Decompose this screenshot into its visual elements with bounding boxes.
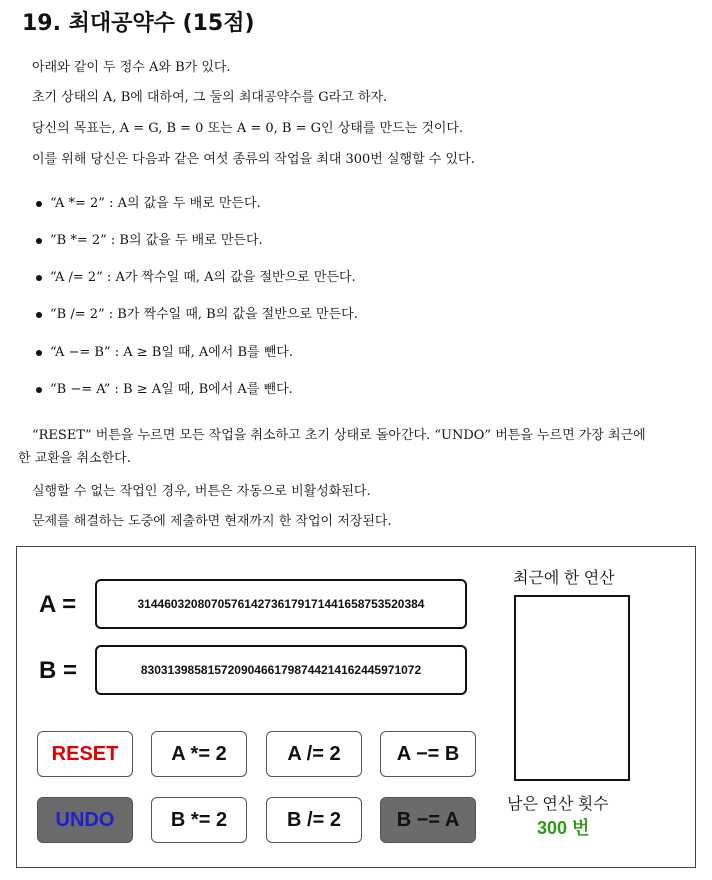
reset-button[interactable]: RESET [37, 731, 133, 777]
page-title: 19. 최대공약수 (15점) [22, 11, 255, 36]
a-subtract-button[interactable]: A −= B [380, 731, 476, 777]
a-label: A = [39, 591, 77, 618]
b-value-display: 830313985815720904661798744214162445971072 [95, 645, 467, 695]
b-divide-button[interactable]: B /= 2 [266, 797, 362, 843]
operation-item [36, 341, 293, 360]
a-divide-button[interactable]: A /= 2 [266, 731, 362, 777]
undo-button[interactable]: UNDO [37, 797, 133, 843]
b-multiply-button[interactable]: B *= 2 [151, 797, 247, 843]
bullet-icon [36, 350, 42, 356]
operation-text: “A *= 2” : A의 값을 두 배로 만든다. [50, 196, 261, 211]
operation-item [36, 303, 358, 322]
note-disabled: 실행할 수 없는 작업인 경우, 버튼은 자동으로 비활성화된다. [32, 484, 371, 499]
intro-line-3: 당신의 목표는, A = G, B = 0 또는 A = 0, B = G인 상태를 만드는 것이다. [32, 121, 464, 136]
intro-line-1: 아래와 같이 두 정수 A와 B가 있다. [32, 60, 231, 75]
intro-line-2: 초기 상태의 A, B에 대하여, 그 둘의 최대공약수를 G라고 하자. [32, 90, 388, 105]
operation-item [36, 229, 263, 248]
game-panel [16, 546, 696, 868]
operation-text: ”B *= 2” : B의 값을 두 배로 만든다. [50, 233, 263, 248]
a-multiply-button[interactable]: A *= 2 [151, 731, 247, 777]
note-reset-undo: “RESET” 버튼을 누르면 모든 작업을 취소하고 초기 상태로 돌아간다. “UNDO” 버튼을 누르면 가장 최근에 [32, 428, 646, 443]
intro-line-4: 이를 위해 당신은 다음과 같은 여섯 종류의 작업을 최대 300번 실행할 수 있다. [32, 152, 475, 167]
a-value-display: 314460320807057614273617917144165875352038​4 [95, 579, 467, 629]
bullet-icon [36, 275, 42, 281]
operation-text: “B −= A” : B ≥ A일 때, B에서 A를 뺀다. [50, 382, 293, 397]
b-label: B = [39, 657, 78, 684]
bullet-icon [36, 387, 42, 393]
bullet-icon [36, 238, 42, 244]
recent-operation-title: 최근에 한 연산 [513, 570, 615, 587]
operation-text: “A −= B” : A ≥ B일 때, A에서 B를 뺀다. [50, 345, 293, 360]
recent-operation-box [514, 595, 630, 781]
remaining-ops-count: 300 번 [537, 818, 590, 838]
operation-text: “A /= 2” : A가 짝수일 때, A의 값을 절반으로 만든다. [50, 270, 356, 285]
operation-item [36, 378, 293, 397]
b-subtract-button[interactable]: B −= A [380, 797, 476, 843]
bullet-icon [36, 312, 42, 318]
remaining-ops-label: 남은 연산 횟수 [507, 796, 609, 813]
operation-item [36, 266, 356, 285]
operation-text: “B /= 2” : B가 짝수일 때, B의 값을 절반으로 만든다. [50, 307, 358, 322]
note-submit: 문제를 해결하는 도중에 제출하면 현재까지 한 작업이 저장된다. [32, 514, 392, 529]
bullet-icon [36, 201, 42, 207]
note-reset-undo-cont: 한 교환을 취소한다. [18, 451, 131, 466]
operation-item [36, 192, 261, 211]
